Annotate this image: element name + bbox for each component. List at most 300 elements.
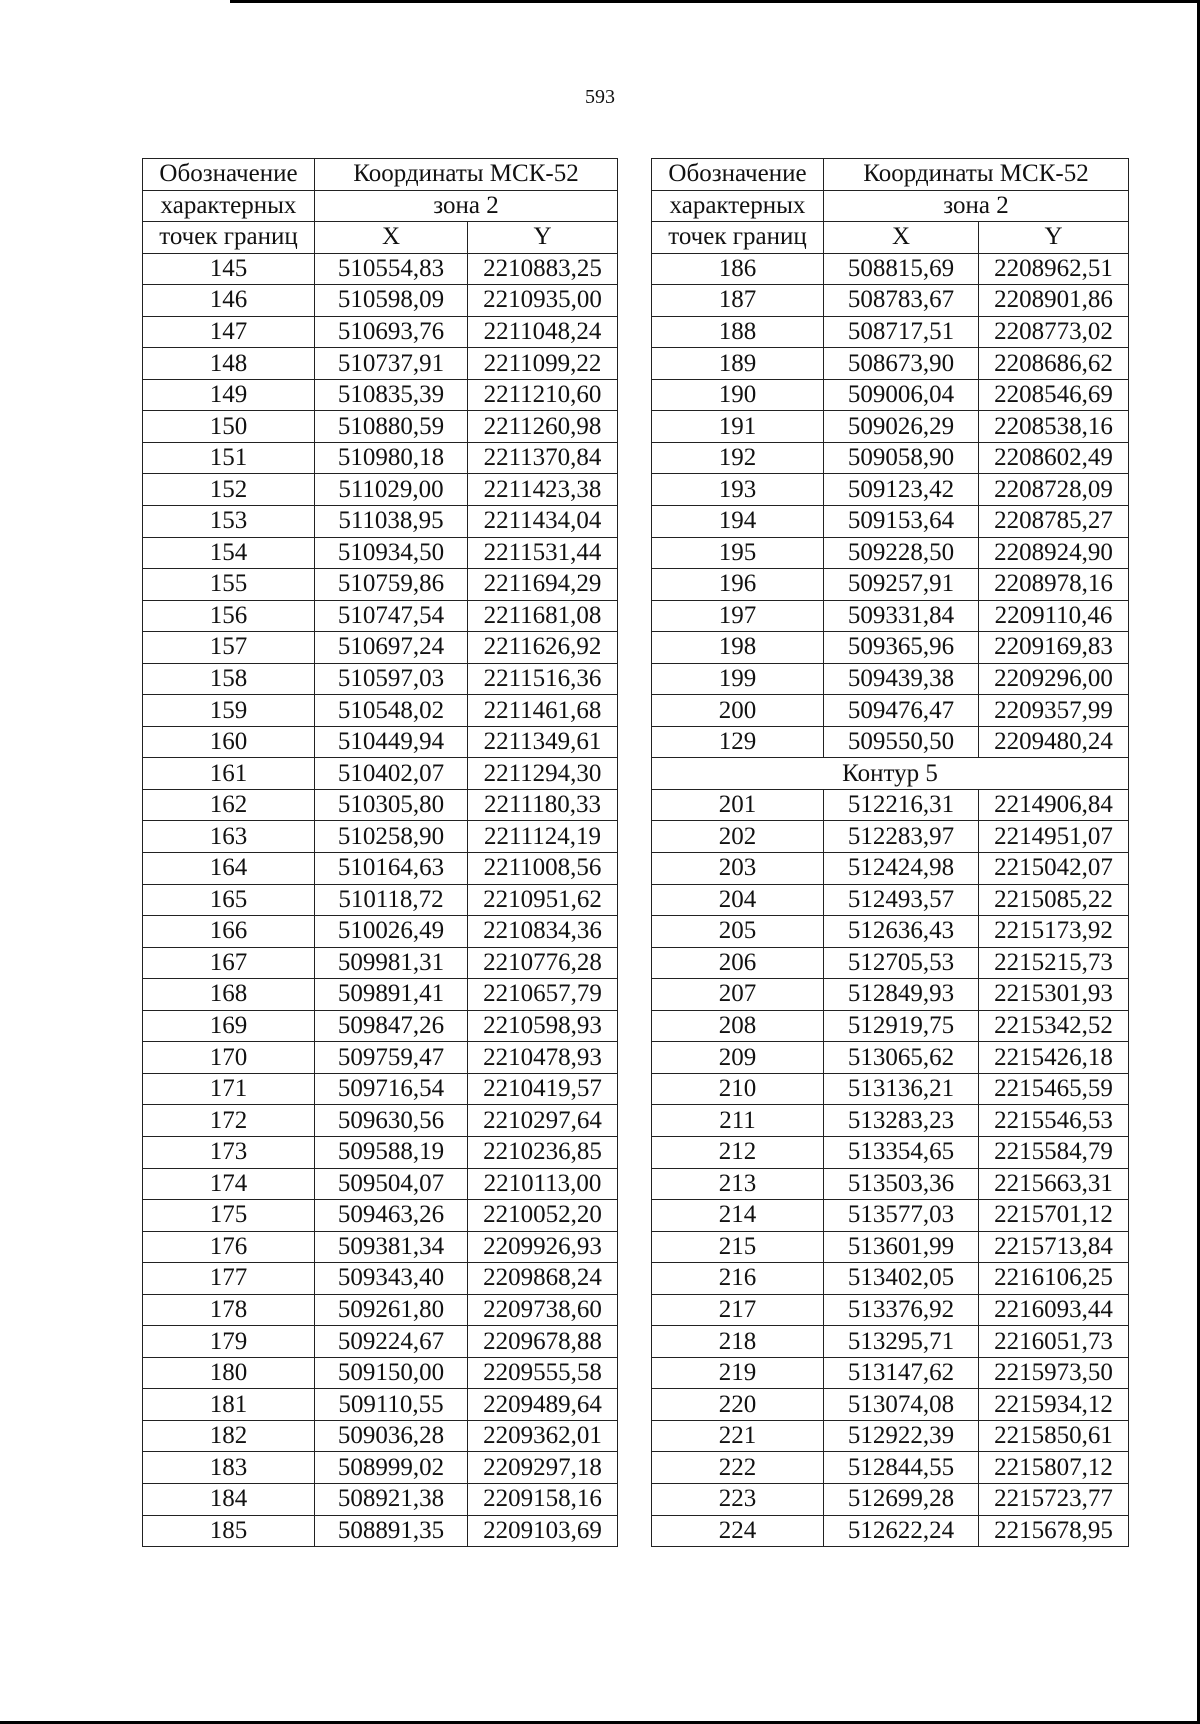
point-number-cell: 189	[652, 348, 824, 380]
point-number-cell: 184	[143, 1483, 315, 1515]
table-row	[652, 411, 1129, 443]
x-coordinate-cell: 509439,38	[824, 663, 979, 695]
point-number-cell: 164	[143, 853, 315, 885]
x-coordinate-cell: 508921,38	[315, 1483, 468, 1515]
table-row	[652, 789, 1129, 821]
point-number-cell: 217	[652, 1294, 824, 1326]
table-row	[143, 442, 618, 474]
table-row	[652, 253, 1129, 285]
table-row	[143, 569, 618, 601]
x-coordinate-cell: 510880,59	[315, 411, 468, 443]
point-number-cell: 176	[143, 1231, 315, 1263]
table-row	[652, 1326, 1129, 1358]
table-row	[143, 316, 618, 348]
table-row	[652, 474, 1129, 506]
y-coordinate-cell: 2209169,83	[979, 632, 1129, 664]
y-coordinate-cell: 2210113,00	[468, 1168, 618, 1200]
zone-header	[824, 190, 1129, 222]
table-row	[652, 1231, 1129, 1263]
table-row	[143, 1073, 618, 1105]
point-number-cell: 222	[652, 1452, 824, 1484]
y-coordinate-cell: 2209158,16	[468, 1483, 618, 1515]
y-coordinate-cell: 2211516,36	[468, 663, 618, 695]
y-coordinate-cell: 2211694,29	[468, 569, 618, 601]
header-text: характерных	[160, 191, 297, 219]
table-row	[143, 1105, 618, 1137]
point-number-cell: 192	[652, 442, 824, 474]
y-coordinate-cell: 2209738,60	[468, 1294, 618, 1326]
x-coordinate-cell: 513065,62	[824, 1042, 979, 1074]
y-coordinate-cell: 2211048,24	[468, 316, 618, 348]
y-coordinate-cell: 2215723,77	[979, 1483, 1129, 1515]
table-row	[143, 348, 618, 380]
x-coordinate-cell: 509847,26	[315, 1010, 468, 1042]
x-coordinate-cell: 508891,35	[315, 1515, 468, 1547]
table-row	[143, 1010, 618, 1042]
x-coordinate-cell: 512424,98	[824, 853, 979, 885]
table-row	[143, 1452, 618, 1484]
coordinates-table-left	[142, 158, 618, 1547]
point-number-cell: 214	[652, 1200, 824, 1232]
x-coordinate-cell: 509630,56	[315, 1105, 468, 1137]
x-coordinate-cell: 510747,54	[315, 600, 468, 632]
y-coordinate-cell: 2209480,24	[979, 726, 1129, 758]
table-row	[652, 537, 1129, 569]
x-coordinate-cell: 512705,53	[824, 947, 979, 979]
point-number-cell: 224	[652, 1515, 824, 1547]
point-number-cell: 171	[143, 1073, 315, 1105]
y-coordinate-cell: 2211180,33	[468, 789, 618, 821]
y-coordinate-cell: 2210776,28	[468, 947, 618, 979]
point-number-cell: 223	[652, 1483, 824, 1515]
table-row	[652, 1452, 1129, 1484]
x-coordinate-cell: 512922,39	[824, 1420, 979, 1452]
y-coordinate-cell: 2210598,93	[468, 1010, 618, 1042]
x-coordinate-cell: 513283,23	[824, 1105, 979, 1137]
point-number-cell: 199	[652, 663, 824, 695]
point-number-cell: 210	[652, 1073, 824, 1105]
table-row	[143, 1389, 618, 1421]
x-coordinate-cell: 511038,95	[315, 506, 468, 538]
table-row	[652, 1420, 1129, 1452]
point-header	[652, 159, 824, 191]
point-number-cell: 216	[652, 1263, 824, 1295]
x-coordinate-cell: 513601,99	[824, 1231, 979, 1263]
table-row	[143, 947, 618, 979]
header-text: характерных	[669, 191, 806, 219]
x-coordinate-cell: 509224,67	[315, 1326, 468, 1358]
point-number-cell: 209	[652, 1042, 824, 1074]
table-row	[652, 663, 1129, 695]
header-text: зона 2	[943, 191, 1009, 219]
y-coordinate-cell: 2209103,69	[468, 1515, 618, 1547]
table-row	[652, 821, 1129, 853]
y-coordinate-cell: 2215584,79	[979, 1136, 1129, 1168]
x-coordinate-cell: 510118,72	[315, 884, 468, 916]
coords-header	[824, 159, 1129, 191]
x-coordinate-cell: 509365,96	[824, 632, 979, 664]
table-row	[652, 1073, 1129, 1105]
header-text: Координаты МСК-52	[353, 160, 579, 188]
header-text: Координаты МСК-52	[863, 160, 1089, 188]
x-coordinate-cell: 509123,42	[824, 474, 979, 506]
x-coordinate-cell: 513074,08	[824, 1389, 979, 1421]
contour-heading-row	[652, 758, 1129, 790]
point-number-cell: 148	[143, 348, 315, 380]
y-coordinate-cell: 2214906,84	[979, 789, 1129, 821]
x-coordinate-cell: 510554,83	[315, 253, 468, 285]
x-coordinate-cell: 509504,07	[315, 1168, 468, 1200]
x-coordinate-cell: 512919,75	[824, 1010, 979, 1042]
x-coordinate-cell: 510598,09	[315, 285, 468, 317]
y-coordinate-cell: 2210935,00	[468, 285, 618, 317]
y-coordinate-cell: 2209926,93	[468, 1231, 618, 1263]
table-row	[143, 695, 618, 727]
point-header	[143, 159, 315, 191]
point-number-cell: 174	[143, 1168, 315, 1200]
table-row	[652, 979, 1129, 1011]
y-coordinate-cell: 2216093,44	[979, 1294, 1129, 1326]
table-row	[652, 726, 1129, 758]
y-coordinate-cell: 2215678,95	[979, 1515, 1129, 1547]
header-text: Обозначение	[668, 160, 807, 188]
y-coordinate-cell: 2211008,56	[468, 853, 618, 885]
point-number-cell: 211	[652, 1105, 824, 1137]
x-coordinate-cell: 509036,28	[315, 1420, 468, 1452]
x-coordinate-cell: 513136,21	[824, 1073, 979, 1105]
y-coordinate-cell: 2211423,38	[468, 474, 618, 506]
point-number-cell: 203	[652, 853, 824, 885]
y-coordinate-cell: 2210883,25	[468, 253, 618, 285]
x-coordinate-cell: 510402,07	[315, 758, 468, 790]
x-coordinate-cell: 509381,34	[315, 1231, 468, 1263]
table-row	[143, 663, 618, 695]
point-header	[143, 190, 315, 222]
y-coordinate-cell: 2208901,86	[979, 285, 1129, 317]
y-coordinate-cell: 2209297,18	[468, 1452, 618, 1484]
header-text: точек границ	[159, 223, 298, 251]
x-coordinate-cell: 513354,65	[824, 1136, 979, 1168]
point-number-cell: 212	[652, 1136, 824, 1168]
y-coordinate-cell: 2208785,27	[979, 506, 1129, 538]
point-number-cell: 170	[143, 1042, 315, 1074]
point-number-cell: 166	[143, 916, 315, 948]
point-number-cell: 207	[652, 979, 824, 1011]
point-number-cell: 218	[652, 1326, 824, 1358]
point-number-cell: 197	[652, 600, 824, 632]
table-row	[143, 1042, 618, 1074]
point-number-cell: 195	[652, 537, 824, 569]
point-number-cell: 162	[143, 789, 315, 821]
table-row	[143, 1515, 618, 1547]
point-number-cell: 150	[143, 411, 315, 443]
point-number-cell: 172	[143, 1105, 315, 1137]
x-coordinate-cell: 510980,18	[315, 442, 468, 474]
y-coordinate-cell: 2215426,18	[979, 1042, 1129, 1074]
x-coordinate-cell: 512844,55	[824, 1452, 979, 1484]
table-row	[143, 411, 618, 443]
y-coordinate-cell: 2209489,64	[468, 1389, 618, 1421]
y-coordinate-cell: 2215807,12	[979, 1452, 1129, 1484]
point-number-cell: 161	[143, 758, 315, 790]
point-number-cell: 213	[652, 1168, 824, 1200]
x-coordinate-cell: 513402,05	[824, 1263, 979, 1295]
x-coordinate-cell: 509331,84	[824, 600, 979, 632]
y-coordinate-cell: 2216051,73	[979, 1326, 1129, 1358]
x-coordinate-cell: 509343,40	[315, 1263, 468, 1295]
x-coordinate-cell: 509006,04	[824, 379, 979, 411]
x-coordinate-cell: 510759,86	[315, 569, 468, 601]
point-number-cell: 145	[143, 253, 315, 285]
table-row	[143, 379, 618, 411]
point-number-cell: 158	[143, 663, 315, 695]
x-coordinate-cell: 510258,90	[315, 821, 468, 853]
header-text: Обозначение	[159, 160, 298, 188]
table-row	[143, 1136, 618, 1168]
y-coordinate-cell: 2211531,44	[468, 537, 618, 569]
y-coordinate-cell: 2209868,24	[468, 1263, 618, 1295]
table-row	[143, 474, 618, 506]
point-number-cell: 155	[143, 569, 315, 601]
y-coordinate-cell: 2215546,53	[979, 1105, 1129, 1137]
y-coordinate-cell: 2210052,20	[468, 1200, 618, 1232]
table-row	[652, 600, 1129, 632]
table-row	[143, 1420, 618, 1452]
x-coordinate-cell: 512283,97	[824, 821, 979, 853]
table-row	[143, 789, 618, 821]
y-coordinate-cell: 2214951,07	[979, 821, 1129, 853]
x-coordinate-cell: 508717,51	[824, 316, 979, 348]
y-coordinate-cell: 2208602,49	[979, 442, 1129, 474]
table-row	[143, 1168, 618, 1200]
header-text: зона 2	[433, 191, 499, 219]
point-number-cell: 146	[143, 285, 315, 317]
x-coordinate-cell: 510164,63	[315, 853, 468, 885]
coords-header	[315, 159, 618, 191]
table-row	[143, 537, 618, 569]
y-coordinate-cell: 2209110,46	[979, 600, 1129, 632]
y-coordinate-cell: 2209555,58	[468, 1357, 618, 1389]
table-row	[652, 1294, 1129, 1326]
y-coordinate-cell: 2208538,16	[979, 411, 1129, 443]
y-coordinate-cell: 2215173,92	[979, 916, 1129, 948]
table-row	[652, 1105, 1129, 1137]
page-frame-top	[230, 0, 1200, 3]
y-coordinate-cell: 2211260,98	[468, 411, 618, 443]
table-row	[652, 506, 1129, 538]
x-coordinate-cell: 509153,64	[824, 506, 979, 538]
y-coordinate-cell: 2208686,62	[979, 348, 1129, 380]
y-header: Y	[979, 222, 1129, 254]
y-coordinate-cell: 2211099,22	[468, 348, 618, 380]
point-number-cell: 219	[652, 1357, 824, 1389]
x-coordinate-cell: 512493,57	[824, 884, 979, 916]
point-number-cell: 169	[143, 1010, 315, 1042]
x-coordinate-cell: 509716,54	[315, 1073, 468, 1105]
x-coordinate-cell: 509257,91	[824, 569, 979, 601]
table-row	[143, 600, 618, 632]
point-number-cell: 177	[143, 1263, 315, 1295]
x-coordinate-cell: 509110,55	[315, 1389, 468, 1421]
x-coordinate-cell: 510737,91	[315, 348, 468, 380]
table-row	[143, 726, 618, 758]
y-coordinate-cell: 2215713,84	[979, 1231, 1129, 1263]
table-row	[652, 1200, 1129, 1232]
x-coordinate-cell: 510934,50	[315, 537, 468, 569]
x-coordinate-cell: 509588,19	[315, 1136, 468, 1168]
table-row	[652, 1136, 1129, 1168]
table-row	[143, 1231, 618, 1263]
x-coordinate-cell: 512849,93	[824, 979, 979, 1011]
table-row	[143, 758, 618, 790]
table-row	[143, 884, 618, 916]
point-number-cell: 168	[143, 979, 315, 1011]
point-number-cell: 215	[652, 1231, 824, 1263]
point-number-cell: 157	[143, 632, 315, 664]
x-coordinate-cell: 513577,03	[824, 1200, 979, 1232]
x-coordinate-cell: 513295,71	[824, 1326, 979, 1358]
y-header: Y	[468, 222, 618, 254]
x-coordinate-cell: 512699,28	[824, 1483, 979, 1515]
y-coordinate-cell: 2208962,51	[979, 253, 1129, 285]
table-row	[652, 1483, 1129, 1515]
point-number-cell: 186	[652, 253, 824, 285]
y-coordinate-cell: 2215973,50	[979, 1357, 1129, 1389]
table-row	[652, 916, 1129, 948]
x-coordinate-cell: 510597,03	[315, 663, 468, 695]
point-number-cell: 147	[143, 316, 315, 348]
table-row	[143, 1326, 618, 1358]
table-row	[143, 1483, 618, 1515]
x-header: X	[824, 222, 979, 254]
table-row	[652, 348, 1129, 380]
y-coordinate-cell: 2210951,62	[468, 884, 618, 916]
x-coordinate-cell: 512622,24	[824, 1515, 979, 1547]
x-coordinate-cell: 509476,47	[824, 695, 979, 727]
table-row	[143, 1200, 618, 1232]
point-number-cell: 200	[652, 695, 824, 727]
table-row	[143, 1263, 618, 1295]
point-number-cell: 205	[652, 916, 824, 948]
table-body-left	[143, 253, 618, 1546]
point-number-cell: 208	[652, 1010, 824, 1042]
point-number-cell: 180	[143, 1357, 315, 1389]
table-row	[143, 853, 618, 885]
table-row	[143, 1294, 618, 1326]
header-text: точек границ	[668, 223, 807, 251]
point-number-cell: 191	[652, 411, 824, 443]
x-coordinate-cell: 513503,36	[824, 1168, 979, 1200]
x-coordinate-cell: 509550,50	[824, 726, 979, 758]
y-coordinate-cell: 2211461,68	[468, 695, 618, 727]
y-coordinate-cell: 2211434,04	[468, 506, 618, 538]
point-number-cell: 154	[143, 537, 315, 569]
y-coordinate-cell: 2209678,88	[468, 1326, 618, 1358]
x-coordinate-cell: 511029,00	[315, 474, 468, 506]
contour-label: Контур 5	[652, 758, 1129, 790]
y-coordinate-cell: 2208773,02	[979, 316, 1129, 348]
point-number-cell: 129	[652, 726, 824, 758]
y-coordinate-cell: 2215850,61	[979, 1420, 1129, 1452]
point-number-cell: 183	[143, 1452, 315, 1484]
table-row	[652, 1389, 1129, 1421]
point-number-cell: 194	[652, 506, 824, 538]
x-coordinate-cell: 508783,67	[824, 285, 979, 317]
y-coordinate-cell: 2215701,12	[979, 1200, 1129, 1232]
x-coordinate-cell: 509463,26	[315, 1200, 468, 1232]
table-row	[143, 253, 618, 285]
point-number-cell: 193	[652, 474, 824, 506]
x-coordinate-cell: 508999,02	[315, 1452, 468, 1484]
x-header: X	[315, 222, 468, 254]
y-coordinate-cell: 2215215,73	[979, 947, 1129, 979]
x-coordinate-cell: 509026,29	[824, 411, 979, 443]
table-row	[652, 947, 1129, 979]
table-body-right	[652, 253, 1129, 1546]
x-coordinate-cell: 509759,47	[315, 1042, 468, 1074]
x-coordinate-cell: 509058,90	[824, 442, 979, 474]
table-row	[143, 506, 618, 538]
x-coordinate-cell: 510835,39	[315, 379, 468, 411]
point-number-cell: 153	[143, 506, 315, 538]
table-row	[652, 695, 1129, 727]
x-coordinate-cell: 509150,00	[315, 1357, 468, 1389]
point-number-cell: 175	[143, 1200, 315, 1232]
y-coordinate-cell: 2208546,69	[979, 379, 1129, 411]
y-coordinate-cell: 2209296,00	[979, 663, 1129, 695]
y-coordinate-cell: 2209357,99	[979, 695, 1129, 727]
y-coordinate-cell: 2215085,22	[979, 884, 1129, 916]
y-coordinate-cell: 2211626,92	[468, 632, 618, 664]
table-row	[652, 884, 1129, 916]
table-row	[652, 285, 1129, 317]
y-coordinate-cell: 2215301,93	[979, 979, 1129, 1011]
y-coordinate-cell: 2210297,64	[468, 1105, 618, 1137]
point-number-cell: 156	[143, 600, 315, 632]
x-coordinate-cell: 513147,62	[824, 1357, 979, 1389]
point-number-cell: 179	[143, 1326, 315, 1358]
table-row	[652, 379, 1129, 411]
point-number-cell: 149	[143, 379, 315, 411]
point-number-cell: 201	[652, 789, 824, 821]
y-coordinate-cell: 2210834,36	[468, 916, 618, 948]
x-coordinate-cell: 508673,90	[824, 348, 979, 380]
point-number-cell: 220	[652, 1389, 824, 1421]
table-row	[143, 916, 618, 948]
table-row	[143, 979, 618, 1011]
point-number-cell: 173	[143, 1136, 315, 1168]
y-coordinate-cell: 2210657,79	[468, 979, 618, 1011]
point-number-cell: 165	[143, 884, 315, 916]
y-coordinate-cell: 2211349,61	[468, 726, 618, 758]
y-coordinate-cell: 2215663,31	[979, 1168, 1129, 1200]
x-coordinate-cell: 509891,41	[315, 979, 468, 1011]
x-coordinate-cell: 513376,92	[824, 1294, 979, 1326]
point-number-cell: 163	[143, 821, 315, 853]
point-number-cell: 151	[143, 442, 315, 474]
x-coordinate-cell: 508815,69	[824, 253, 979, 285]
table-row	[652, 1168, 1129, 1200]
x-coordinate-cell: 509981,31	[315, 947, 468, 979]
y-coordinate-cell: 2210478,93	[468, 1042, 618, 1074]
point-number-cell: 152	[143, 474, 315, 506]
table-row	[652, 569, 1129, 601]
x-coordinate-cell: 510449,94	[315, 726, 468, 758]
x-coordinate-cell: 510548,02	[315, 695, 468, 727]
y-coordinate-cell: 2215042,07	[979, 853, 1129, 885]
point-number-cell: 182	[143, 1420, 315, 1452]
point-number-cell: 181	[143, 1389, 315, 1421]
